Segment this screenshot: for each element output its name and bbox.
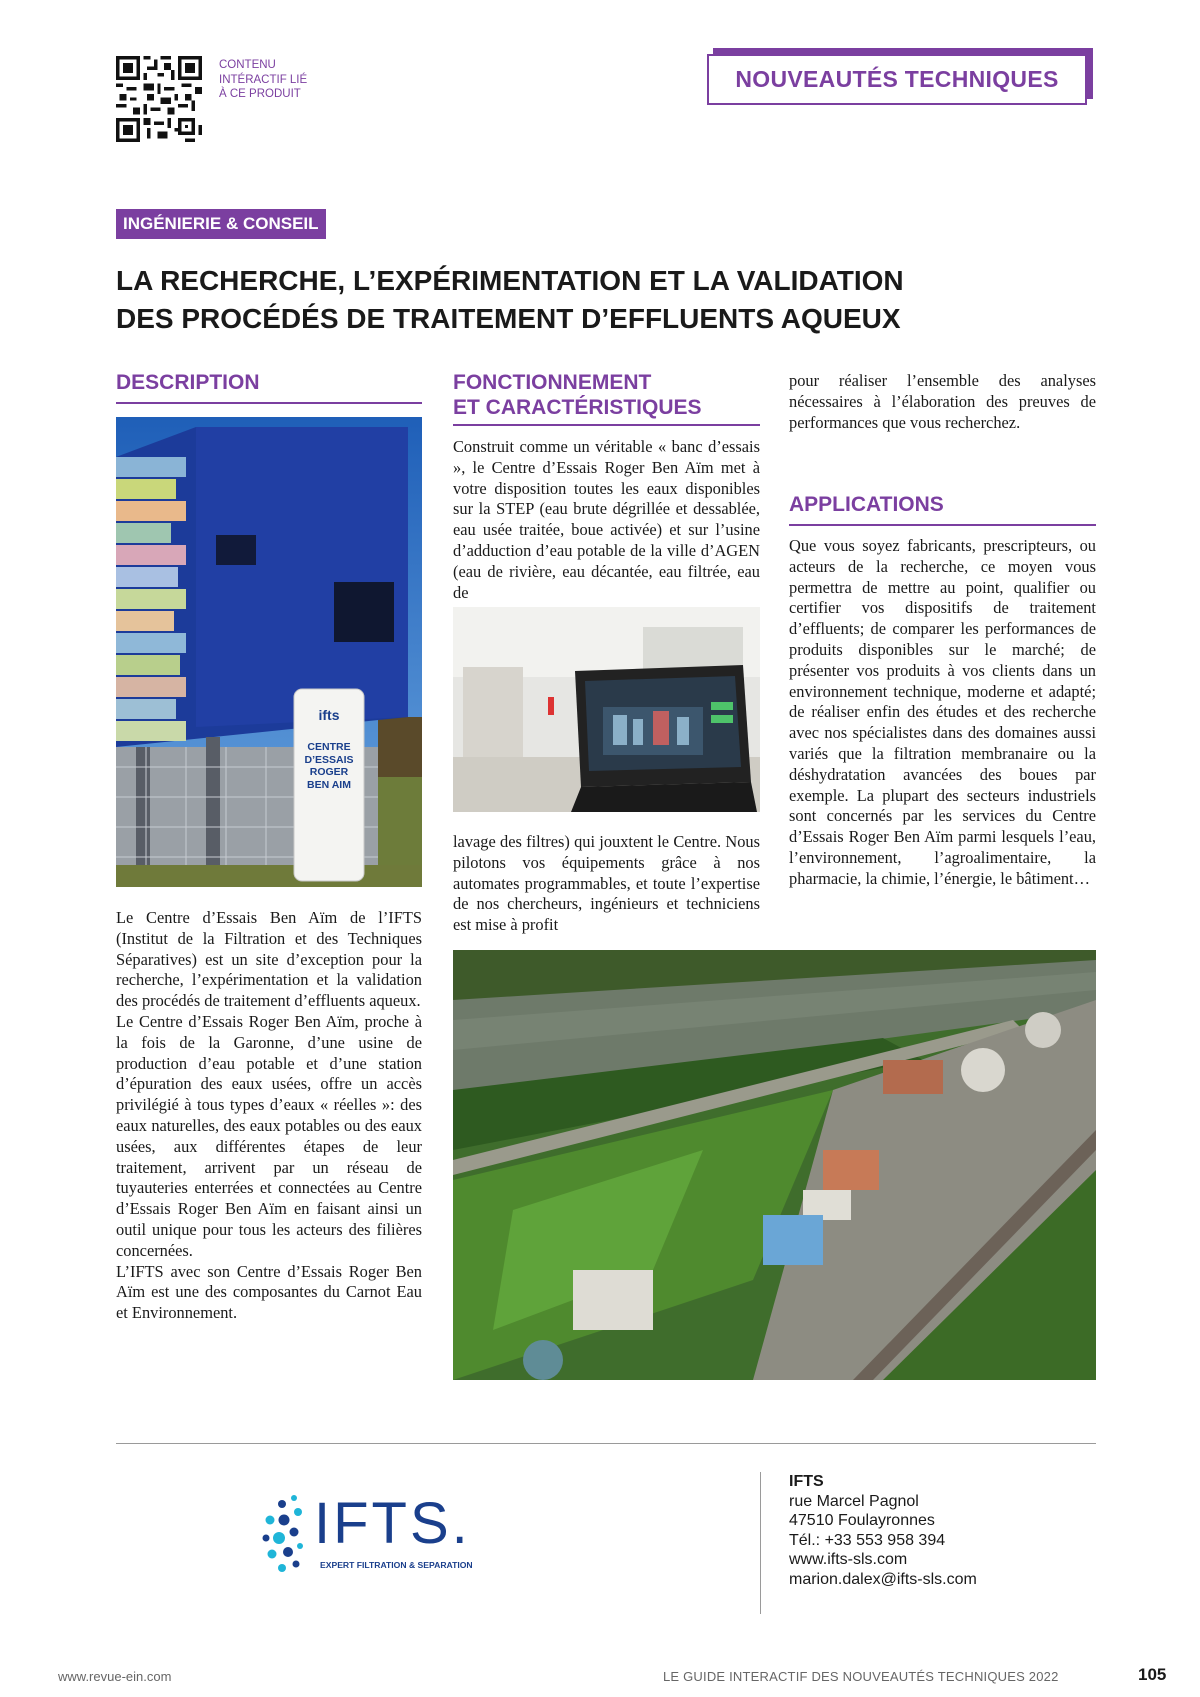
logo-wordmark: IFTS.: [314, 1491, 471, 1556]
heading-text: APPLICATIONS: [789, 493, 944, 516]
building-photo: [116, 417, 422, 887]
section-banner: [707, 48, 1093, 105]
qr-label: [219, 58, 307, 102]
paragraph: Construit comme un véritable « banc d’essais », le Centre d’Essais Roger Ben Aïm met à votre disposition toutes les eaux disponibles sur la STEP (eau brute dégrillée et dessablée, eau usée traitée, boue activée) et sur l’usine d’adduction d’eau potable de la ville d’AGEN (eau de rivière, eau décantée, eau filtrée, eau de: [453, 437, 760, 602]
heading-text: DESCRIPTION: [116, 371, 260, 394]
description-heading: [116, 370, 422, 404]
logo-tagline: EXPERT FILTRATION & SEPARATION: [320, 1560, 473, 1570]
sign-line: D’ESSAIS: [304, 753, 354, 766]
sign-brand: ifts: [318, 707, 340, 723]
footer-site[interactable]: www.revue-ein.com: [58, 1669, 172, 1684]
continued-text: [789, 371, 1096, 433]
paragraph: pour réaliser l’ensemble des analyses nécessaires à l’élaboration des preuves de performances que vous recherchez.: [789, 371, 1096, 432]
company-address: rue Marcel Pagnol: [789, 1492, 919, 1510]
fonctionnement-heading: [453, 370, 760, 426]
sign-line: BEN AIM: [307, 778, 351, 791]
paragraph: Le Centre d’Essais Ben Aïm de l’IFTS (Institut de la Filtration et des Techniques Séparatives) est un site d’exception pour la recherche, l’expérimentation et la validation des procédés de traitement d’effluents aqueux.: [116, 908, 422, 1011]
section-title: NOUVEAUTÉS TECHNIQUES: [735, 66, 1059, 92]
paragraph: Le Centre d’Essais Roger Ben Aïm, proche à la fois de la Garonne, d’une usine de production d’eau potable et d’une station d’épuration des eaux usées, offre un accès privilégié à tous types d’eaux « réelles »: des eaux naturelles, des eaux potables ou des eaux usées, aux différentes étapes de leur traitement, arrivent par un réseau de tuyauteries enterrées et connectées au Centre d’Essais Roger Ben Aïm en faisant ainsi un outil unique pour tous les acteurs des filières concernées.: [116, 1011, 422, 1260]
category-badge: INGÉNIERIE & CONSEIL: [116, 209, 326, 239]
aerial-photo: [453, 950, 1096, 1380]
qr-label-line: CONTENU: [219, 59, 276, 71]
contact-block: [789, 1472, 977, 1590]
ifts-logo: [262, 1490, 482, 1590]
applications-text: [789, 536, 1096, 890]
company-email[interactable]: marion.dalex@ifts-sls.com: [789, 1570, 977, 1588]
qr-label-line: INTÉRACTIF LIÉ: [219, 73, 308, 86]
sign-line: CENTRE: [307, 741, 351, 753]
article-title: [116, 262, 1076, 338]
fonctionnement-text-bottom: [453, 832, 760, 936]
fonctionnement-text-top: [453, 437, 760, 603]
sign-line: ROGER: [309, 766, 349, 778]
qr-code[interactable]: [116, 56, 202, 142]
heading-text: ET CARACTÉRISTIQUES: [453, 396, 702, 419]
heading-text: FONCTIONNEMENT: [453, 371, 652, 394]
applications-heading: [789, 492, 1096, 526]
paragraph: L’IFTS avec son Centre d’Essais Roger Ben Aïm est une des composantes du Carnot Eau et Environnement.: [116, 1261, 422, 1323]
company-website[interactable]: www.ifts-sls.com: [789, 1551, 908, 1569]
footer-guide: LE GUIDE INTERACTIF DES NOUVEAUTÉS TECHNIQUES 2022: [663, 1669, 1059, 1684]
company-city: 47510 Foulayronnes: [789, 1512, 935, 1530]
footer-divider: [760, 1472, 761, 1614]
title-line: DES PROCÉDÉS DE TRAITEMENT D’EFFLUENTS AQUEUX: [116, 303, 901, 334]
paragraph: lavage des filtres) qui jouxtent le Centre. Nous pilotons vos équipements grâce à nos automates programmables, et toute l’expertise de nos chercheurs, ingénieurs et techniciens est mise à profit: [453, 832, 760, 935]
company-name: IFTS: [789, 1473, 824, 1490]
paragraph: Que vous soyez fabricants, prescripteurs, ou acteurs de la recherche, ce moyen vous permettra de mettre au point, qualifier ou certifier vos dispositifs de traitement d’effluents; de comparer les performances de produits disponibles sur le marché; de présenter vos produits à vos clients dans un environnement technique, moderne et adapté; de réaliser enfin des études et des recherche avec nos spécialistes dans des domaines aussi variés que la filtration membranaire ou la déshydratation avancées des boues par exemple. La plupart des secteurs industriels sont concernés par les services du Centre d’Essais Roger Ben Aïm parmi lesquels l’eau, l’environnement, l’agroalimentaire, la pharmacie, la chimie, l’énergie, le bâtiment…: [789, 536, 1096, 888]
footer-rule: [116, 1443, 1096, 1444]
page-number: 105: [1138, 1665, 1167, 1684]
qr-label-line: À CE PRODUIT: [219, 88, 301, 100]
laptop-photo: [453, 607, 760, 812]
company-phone: Tél.: +33 553 958 394: [789, 1531, 946, 1549]
description-text: [116, 908, 422, 1324]
title-line: LA RECHERCHE, L’EXPÉRIMENTATION ET LA VALIDATION: [116, 265, 904, 296]
